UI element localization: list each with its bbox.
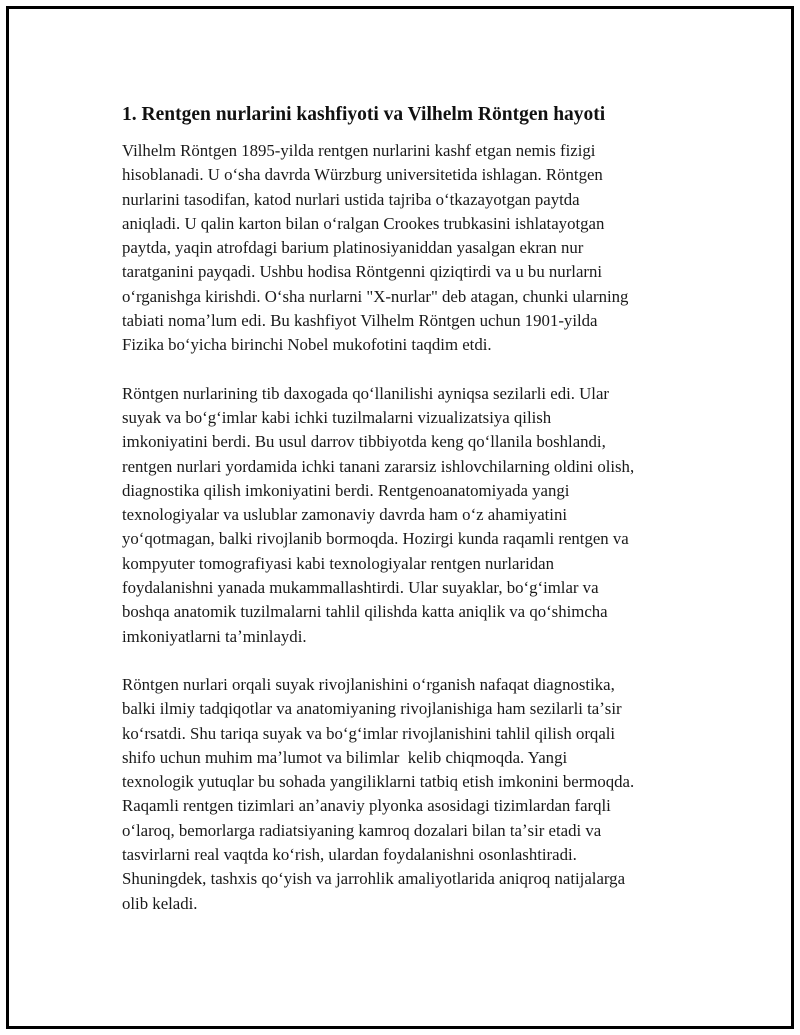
body-paragraph-1 [122, 139, 697, 358]
paragraph-line: tasvirlarni real vaqtda koʻrish, ulardan foydalanishni osonlashtiradi. [122, 845, 577, 865]
document-page [6, 6, 794, 1029]
paragraph-line: suyak va boʻgʻimlar kabi ichki tuzilmalarni vizualizatsiya qilish [122, 407, 552, 427]
paragraph-line: texnologiyalar va uslublar zamonaviy davrda ham oʻz ahamiyatini [122, 505, 568, 525]
paragraph-line: diagnostika qilish imkoniyatini berdi. Rentgenoanatomiyada yangi [122, 480, 570, 500]
paragraph-line: hisoblanadi. U oʻsha davrda Würzburg universitetida ishlagan. Röntgen [122, 165, 603, 185]
paragraph-line: imkoniyatlarni taʼminlaydi. [122, 626, 307, 646]
paragraph-line: texnologik yutuqlar bu sohada yangiliklarni tatbiq etish imkonini bermoqda. [122, 772, 635, 792]
paragraph-line: shifo uchun muhim maʼlumot va bilimlar kelib chiqmoqda. Yangi [122, 747, 568, 767]
paragraph-line: oʻlaroq, bemorlarga radiatsiyaning kamroq dozalari bilan taʼsir etadi va [122, 820, 602, 840]
paragraph-line: olib keladi. [122, 893, 198, 913]
paragraph-container [122, 139, 697, 916]
document-content [122, 101, 697, 940]
paragraph-line: kompyuter tomografiyasi kabi texnologiyalar rentgen nurlaridan [122, 553, 554, 573]
section-heading: 1. Rentgen nurlarini kashfiyoti va Vilhelm Röntgen hayoti [122, 104, 606, 125]
paragraph-line: taratganini payqadi. Ushbu hodisa Röntgenni qiziqtirdi va u bu nurlarni [122, 262, 603, 282]
paragraph-line: tabiati nomaʼlum edi. Bu kashfiyot Vilhelm Röntgen uchun 1901-yilda [122, 311, 598, 331]
paragraph-line: balki ilmiy tadqiqotlar va anatomiyaning rivojlanishiga ham sezilarli taʼsir [122, 699, 622, 719]
paragraph-line: nurlarini tasodifan, katod nurlari ustida tajriba oʻtkazayotgan paytda [122, 189, 580, 209]
paragraph-line: paytda, yaqin atrofdagi barium platinosiyaniddan yasalgan ekran nur [122, 238, 584, 258]
paragraph-line: foydalanishni yanada mukammallashtirdi. Ular suyaklar, boʻgʻimlar va [122, 578, 599, 598]
paragraph-line: yoʻqotmagan, balki rivojlanib bormoqda. Hozirgi kunda raqamli rentgen va [122, 529, 629, 549]
paragraph-line: Röntgen nurlarining tib daxogada qoʻllanilishi ayniqsa sezilarli edi. Ular [122, 383, 610, 403]
paragraph-line: boshqa anatomik tuzilmalarni tahlil qilishda katta aniqlik va qoʻshimcha [122, 602, 608, 622]
paragraph-line: Fizika boʻyicha birinchi Nobel mukofotini taqdim etdi. [122, 335, 492, 355]
body-paragraph-2 [122, 382, 697, 649]
paragraph-line: rentgen nurlari yordamida ichki tanani zararsiz ishlovchilarning oldini olish, [122, 456, 635, 476]
paragraph-line: Vilhelm Röntgen 1895-yilda rentgen nurlarini kashf etgan nemis fizigi [122, 141, 596, 160]
paragraph-line: koʻrsatdi. Shu tariqa suyak va boʻgʻimlar rivojlanishini tahlil qilish orqali [122, 723, 616, 743]
paragraph-line: imkoniyatini berdi. Bu usul darrov tibbiyotda keng qoʻllanila boshlandi, [122, 432, 606, 452]
paragraph-line: Röntgen nurlari orqali suyak rivojlanishini oʻrganish nafaqat diagnostika, [122, 674, 615, 694]
paragraph-line: Shuningdek, tashxis qoʻyish va jarrohlik amaliyotlarida aniqroq natijalarga [122, 869, 626, 889]
paragraph-line: oʻrganishga kirishdi. Oʻsha nurlarni "X-nurlar" deb atagan, chunki ularning [122, 286, 629, 306]
body-paragraph-3 [122, 673, 697, 916]
paragraph-line: Raqamli rentgen tizimlari anʼanaviy plyonka asosidagi tizimlardan farqli [122, 796, 611, 816]
paragraph-line: aniqladi. U qalin karton bilan oʻralgan Crookes trubkasini ishlatayotgan [122, 213, 605, 233]
